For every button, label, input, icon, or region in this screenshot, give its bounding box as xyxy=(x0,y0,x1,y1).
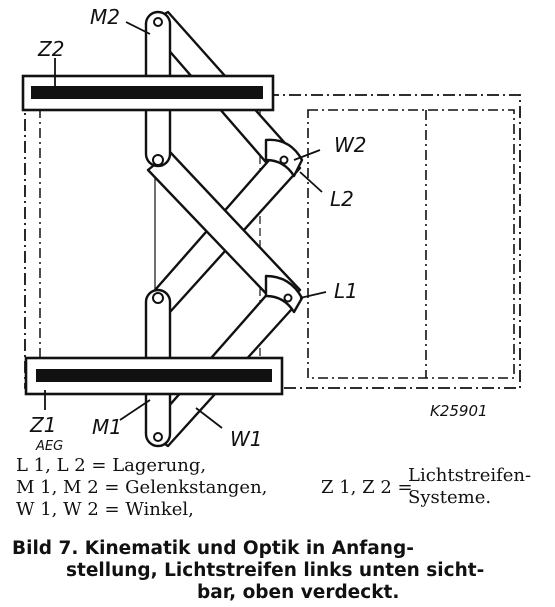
label-m2: M2 xyxy=(90,5,120,29)
caption-line-2: stellung, Lichtstreifen links unten sicht- xyxy=(66,560,485,581)
label-l2: L2 xyxy=(330,187,354,211)
label-code: K25901 xyxy=(430,402,488,420)
leader-l1 xyxy=(300,292,326,298)
label-w2: W2 xyxy=(334,133,367,157)
label-aeg: AEG xyxy=(36,439,64,454)
pin-l1 xyxy=(285,295,292,302)
caption-line-1: Bild 7. Kinematik und Optik in Anfang- xyxy=(12,538,414,559)
legend-z-ref: Z 1, Z 2 = xyxy=(321,477,413,498)
pin-upper-left xyxy=(153,155,163,165)
lightstrip-z1 xyxy=(26,358,282,394)
pin-bottom xyxy=(154,433,162,441)
label-z2: Z2 xyxy=(38,37,65,61)
caption-line-3: bar, oben verdeckt. xyxy=(197,582,400,603)
pin-lower-left xyxy=(153,293,163,303)
leader-w1 xyxy=(196,408,222,428)
lightstrip-z2 xyxy=(23,76,273,110)
legend xyxy=(16,455,546,533)
legend-bearing: L 1, L 2 = Lagerung, xyxy=(16,455,207,476)
figure-caption xyxy=(12,538,547,604)
legend-lightstrip-2: Systeme. xyxy=(408,487,492,508)
label-z1: Z1 xyxy=(30,413,57,437)
legend-linkrods: M 1, M 2 = Gelenkstangen, xyxy=(16,477,268,498)
pin-l2 xyxy=(281,157,288,164)
leader-l2 xyxy=(300,172,322,192)
legend-lightstrip-1: Lichtstreifen- xyxy=(408,465,532,486)
label-m1: M1 xyxy=(92,415,122,439)
pin-top xyxy=(154,18,162,26)
label-w1: W1 xyxy=(230,427,263,451)
legend-angles: W 1, W 2 = Winkel, xyxy=(16,499,194,520)
label-l1: L1 xyxy=(334,279,358,303)
